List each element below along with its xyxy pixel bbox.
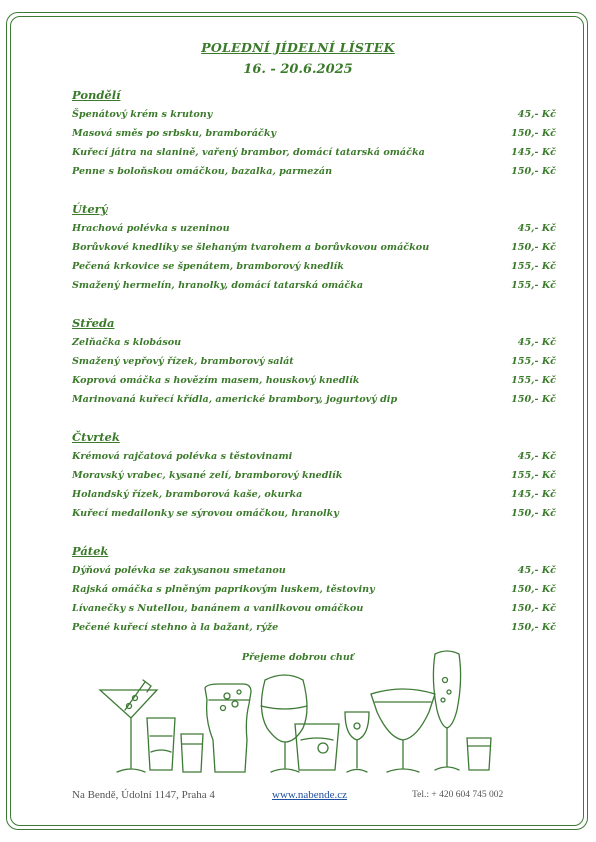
dish-name: Lívanečky s Nutellou, banánem a vanilkovou omáčkou <box>72 603 364 614</box>
dish-price: 150,- Kč <box>511 242 556 253</box>
day-section <box>72 314 556 410</box>
menu-item <box>72 486 556 505</box>
menu-item <box>72 239 556 258</box>
dish-price: 150,- Kč <box>511 166 556 177</box>
menu-item <box>72 125 556 144</box>
cordial-glass-icon <box>345 712 369 772</box>
dish-name: Pečená krkovice se špenátem, bramborový knedlík <box>72 261 344 272</box>
dish-price: 45,- Kč <box>517 337 556 348</box>
menu-item <box>72 581 556 600</box>
day-heading: Čtvrtek <box>72 430 120 444</box>
dish-name: Holandský řízek, bramborová kaše, okurka <box>72 489 303 500</box>
day-heading: Pondělí <box>72 88 121 102</box>
dish-name: Smažený hermelín, hranolky, domácí tatarská omáčka <box>72 280 364 291</box>
dish-name: Moravský vrabec, kysané zelí, bramborový knedlík <box>72 470 343 481</box>
dish-price: 150,- Kč <box>511 128 556 139</box>
glasses-illustration <box>95 640 505 780</box>
dish-price: 145,- Kč <box>511 147 556 158</box>
menu-item <box>72 619 556 638</box>
dish-name: Kuřecí medailonky se sýrovou omáčkou, hranolky <box>72 508 339 519</box>
martini-glass-icon <box>100 680 157 772</box>
dish-name: Kuřecí játra na slanině, vařený brambor, domácí tatarská omáčka <box>72 147 425 158</box>
dish-name: Rajská omáčka s plněným paprikovým luskem, těstoviny <box>72 584 375 595</box>
menu-item <box>72 505 556 524</box>
menu-item <box>72 391 556 410</box>
day-section <box>72 428 556 524</box>
dish-price: 45,- Kč <box>517 565 556 576</box>
dish-price: 155,- Kč <box>511 261 556 272</box>
footer <box>72 789 542 805</box>
dish-name: Dýňová polévka se zakysanou smetanou <box>72 565 286 576</box>
menu-item <box>72 334 556 353</box>
day-section <box>72 86 556 182</box>
day-section <box>72 542 556 638</box>
dish-name: Pečené kuřecí stehno à la bažant, rýže <box>72 622 279 633</box>
day-heading: Pátek <box>72 544 109 558</box>
dish-name: Borůvkové knedlíky se šlehaným tvarohem a borůvkovou omáčkou <box>72 242 430 253</box>
small-shot-glass-icon <box>467 738 491 770</box>
dish-price: 45,- Kč <box>517 451 556 462</box>
menu-item <box>72 562 556 581</box>
dish-price: 150,- Kč <box>511 622 556 633</box>
day-section <box>72 200 556 296</box>
dish-price: 150,- Kč <box>511 508 556 519</box>
dish-price: 155,- Kč <box>511 356 556 367</box>
menu-title: POLEDNÍ JÍDELNÍ LÍSTEK <box>201 40 395 55</box>
footer-address: Na Bendě, Údolní 1147, Praha 4 <box>72 789 215 801</box>
menu-item <box>72 372 556 391</box>
menu-dates: 16. - 20.6.2025 <box>243 62 353 77</box>
dish-name: Špenátový krém s krutony <box>72 109 213 120</box>
menu-item <box>72 144 556 163</box>
dish-name: Masová směs po srbsku, bramboráčky <box>72 128 277 139</box>
dish-price: 145,- Kč <box>511 489 556 500</box>
menu-item <box>72 353 556 372</box>
dish-name: Smažený vepřový řízek, bramborový salát <box>72 356 294 367</box>
wish-text: Přejeme dobrou chuť <box>241 652 355 663</box>
dish-name: Marinovaná kuřecí křídla, americké brambory, jogurtový dip <box>72 394 398 405</box>
flute-glass-icon <box>433 651 460 770</box>
day-heading: Středa <box>72 316 115 330</box>
dish-price: 45,- Kč <box>517 109 556 120</box>
dish-price: 45,- Kč <box>517 223 556 234</box>
menu-item <box>72 448 556 467</box>
dish-price: 155,- Kč <box>511 375 556 386</box>
menu-item <box>72 277 556 296</box>
dish-price: 150,- Kč <box>511 603 556 614</box>
menu-item <box>72 106 556 125</box>
menu-item <box>72 220 556 239</box>
pint-glass-icon <box>205 684 251 772</box>
dish-name: Penne s boloňskou omáčkou, bazalka, parmezán <box>72 166 333 177</box>
dish-price: 150,- Kč <box>511 584 556 595</box>
dish-price: 155,- Kč <box>511 280 556 291</box>
dish-price: 155,- Kč <box>511 470 556 481</box>
dish-price: 150,- Kč <box>511 394 556 405</box>
menu-item <box>72 467 556 486</box>
coupe-glass-icon <box>371 689 435 772</box>
tumbler-glass-icon <box>181 734 203 772</box>
menu-item <box>72 600 556 619</box>
day-heading: Úterý <box>72 202 108 216</box>
footer-website-link[interactable]: www.nabende.cz <box>272 789 348 801</box>
dish-name: Koprová omáčka s hovězím masem, houskový knedlík <box>72 375 360 386</box>
menu-item <box>72 258 556 277</box>
dish-name: Hrachová polévka s uzeninou <box>72 223 230 234</box>
dish-name: Krémová rajčatová polévka s těstovinami <box>72 451 293 462</box>
footer-phone: Tel.: + 420 604 745 002 <box>412 790 504 800</box>
shot-glass-icon <box>147 718 175 770</box>
menu-item <box>72 163 556 182</box>
dish-name: Zelňačka s klobásou <box>72 337 182 348</box>
